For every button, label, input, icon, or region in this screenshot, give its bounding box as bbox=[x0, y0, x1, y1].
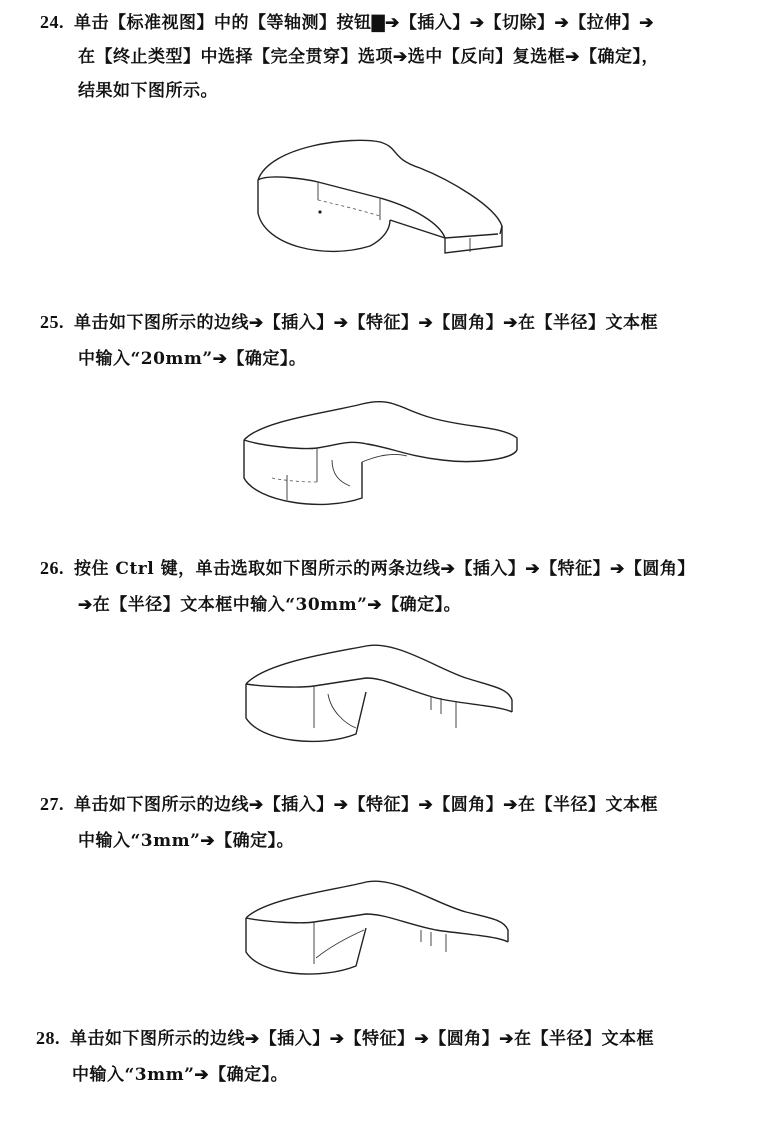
step-number: 26. bbox=[40, 558, 64, 578]
step-number: 27. bbox=[40, 794, 64, 814]
step-28-line-2: 中输入“3mm”➔【确定】。 bbox=[72, 1065, 289, 1085]
step-26-line-1: 26. 按住 Ctrl 键，单击选取如下图所示的两条边线➔【插入】➔【特征】➔【圆角】 bbox=[40, 558, 695, 579]
step-number: 28. bbox=[36, 1028, 60, 1048]
step-24-line-1: 24. 单击【标准视图】中的【等轴测】按钮▇➔【插入】➔【切除】➔【拉伸】➔ bbox=[40, 12, 655, 33]
figure-step-24 bbox=[240, 128, 530, 272]
step-27-line-2: 中输入“3mm”➔【确定】。 bbox=[78, 831, 295, 851]
step-number: 24. bbox=[40, 12, 64, 32]
step-27-line-1: 27. 单击如下图所示的边线➔【插入】➔【特征】➔【圆角】➔在【半径】文本框 bbox=[40, 794, 658, 815]
step-25-line-2: 中输入“20mm”➔【确定】。 bbox=[78, 349, 307, 369]
figure-step-27 bbox=[236, 868, 526, 992]
figure-step-26 bbox=[236, 632, 526, 756]
step-28-line-1: 28. 单击如下图所示的边线➔【插入】➔【特征】➔【圆角】➔在【半径】文本框 bbox=[36, 1028, 654, 1049]
figure-step-25 bbox=[232, 390, 532, 524]
step-25-line-1: 25. 单击如下图所示的边线➔【插入】➔【特征】➔【圆角】➔在【半径】文本框 bbox=[40, 312, 658, 333]
step-26-line-2: ➔在【半径】文本框中输入“30mm”➔【确定】。 bbox=[78, 595, 462, 615]
step-24-line-3: 结果如下图所示。 bbox=[78, 81, 218, 101]
step-number: 25. bbox=[40, 312, 64, 332]
step-24-line-2: 在【终止类型】中选择【完全贯穿】选项➔选中【反向】复选框➔【确定】， bbox=[78, 47, 659, 67]
